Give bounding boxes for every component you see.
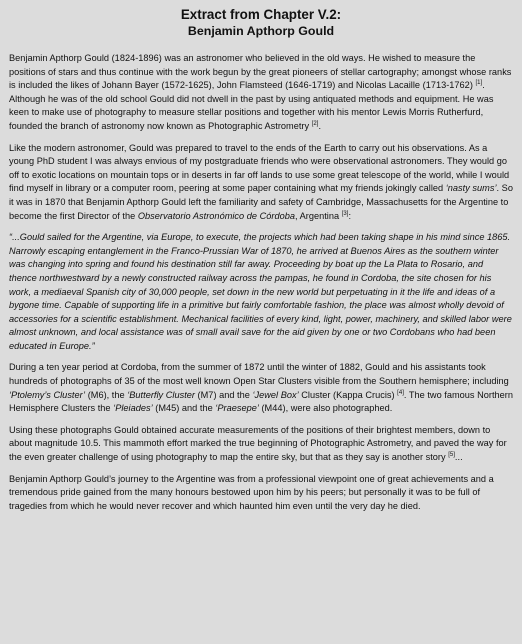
text-run: (M6), the — [85, 389, 128, 400]
italic-text: Observatorio Astronómico de Córdoba — [137, 210, 295, 221]
italic-text: ‘Jewel Box’ — [252, 389, 299, 400]
text-run: . Although he was of the old school Gould did not dwell in the past by using antiquated methods and equipment. He was keen to make use of photography to measure stellar positions and together with his mentor Lewis Morris Rutherfurd, founded the branch of astronomy now known as Photographic Astrometry — [9, 80, 494, 131]
chapter-title: Extract from Chapter V.2: — [180, 7, 342, 22]
citation-ref: [2] — [311, 120, 319, 127]
section-subtitle: Benjamin Apthorp Gould — [187, 24, 335, 38]
body-paragraph — [9, 424, 513, 465]
body-paragraph — [9, 142, 513, 224]
text-run: During a ten year period at Cordoba, from the summer of 1872 until the winter of 1882, Gould and his assistants took hundreds of photographs of 35 of the most well known Open Star Clusters visible from the Southern hemisphere; including — [9, 362, 509, 387]
citation-ref: [3] — [341, 210, 349, 217]
text-run: Benjamin Apthorp Gould (1824-1896) was an astronomer who believed in the old ways. He wished to measure the positions of stars and thus continue with the work begun by the great pioneers of stellar cartography; amongst whose ranks is included the likes of Johann Bayer (1572-1625), John Flamsteed (1646-1719) and Nicolas Lacaille (1713-1762) — [9, 53, 512, 91]
text-run: ... — [454, 452, 463, 463]
text-run: (M45) and the — [152, 403, 216, 414]
body-paragraph — [9, 473, 513, 514]
italic-text: ‘Ptolemy’s Cluster’ — [9, 389, 86, 400]
block-quote — [9, 231, 513, 353]
citation-ref: [4] — [397, 389, 404, 396]
text-run: Like the modern astronomer, Gould was prepared to travel to the ends of the Earth to carry out his observations. As a young PhD student I was always envious of my postgraduate friends who were observational astronomers. They would go off to exotic locations on mountain tops or in deserts in far off lands to use some great telescope of the world, while I would find myself in library or a computer room, peering at some paper containing what my friends jokingly called — [9, 142, 510, 194]
text-run: Using these photographs Gould obtained accurate measurements of the positions of their brightest members, down to about magnitude 10.5. This mammoth effort marked the true beginning of Photographic Astrometry, and paved the way for the even greater challenge of using photography to map the entire sky, but that as they say is another story — [9, 424, 507, 463]
text-run: Benjamin Apthorp Gould’s journey to the Argentine was from a professional viewpoint one of great achievements and a tremendous pride gained from the many honours bestowed upon him by his peers; but personally it was to be full of tragedies from which he would never recover and which haunted him even until the very day he died. — [9, 473, 494, 511]
document-body — [9, 52, 513, 513]
text-run: (M44), were also photographed. — [258, 403, 393, 414]
text-run: . — [318, 120, 322, 131]
text-run: “...Gould sailed for the Argentine, via Europe, to execute, the projects which had been taking shape in his mind since 1865. Narrowly escaping entanglement in the Franco-Prussian War of 1870, he arrived at Buenos Aires as the southern winter was changing into spring and found his destination still far away. Proceeding by boat up the La Plata to Rosario, and thence northwestward by a newly constructed railway across the pampas, he found in Cordoba, the site chosen for his work, a mediaeval Spanish city of 30,000 people, set down in the new world but perpetuating in it the life and ideas of a bygone time. Capable of supporting life in a primitive but fairly comfortable fashion, the place was almost wholly devoid of accessories for a scientific establishment. Mechanical facilities of every kind, light, power, machinery, and skilled labor were almost unknown, and local assistance was of small avail save for the aid given by one or two Cordobans who had been educated in Europe.” — [9, 232, 512, 351]
text-run: Cluster (Kappa Crucis) — [298, 389, 398, 400]
text-run: , Argentina — [294, 210, 342, 221]
italic-text: ‘Butterfly Cluster — [127, 389, 195, 400]
italic-text: ‘Praesepe’ — [215, 403, 259, 414]
italic-text: ‘Pleiades’ — [113, 403, 153, 414]
body-paragraph — [9, 361, 513, 415]
citation-ref: [1] — [475, 80, 483, 87]
text-run: (M7) and the — [194, 389, 253, 400]
text-run: . The two famous Northern Hemisphere Clusters the — [9, 389, 514, 414]
text-run: : — [348, 210, 352, 221]
italic-text: ‘nasty sums’ — [445, 183, 497, 194]
body-paragraph — [9, 52, 513, 134]
text-run: . So it was in 1870 that Benjamin Apthorp Gould left the familiarity and safety of Cambridge, Massachusetts for the Argentine to become the first Director of the — [9, 183, 513, 221]
citation-ref: [5] — [448, 451, 455, 458]
